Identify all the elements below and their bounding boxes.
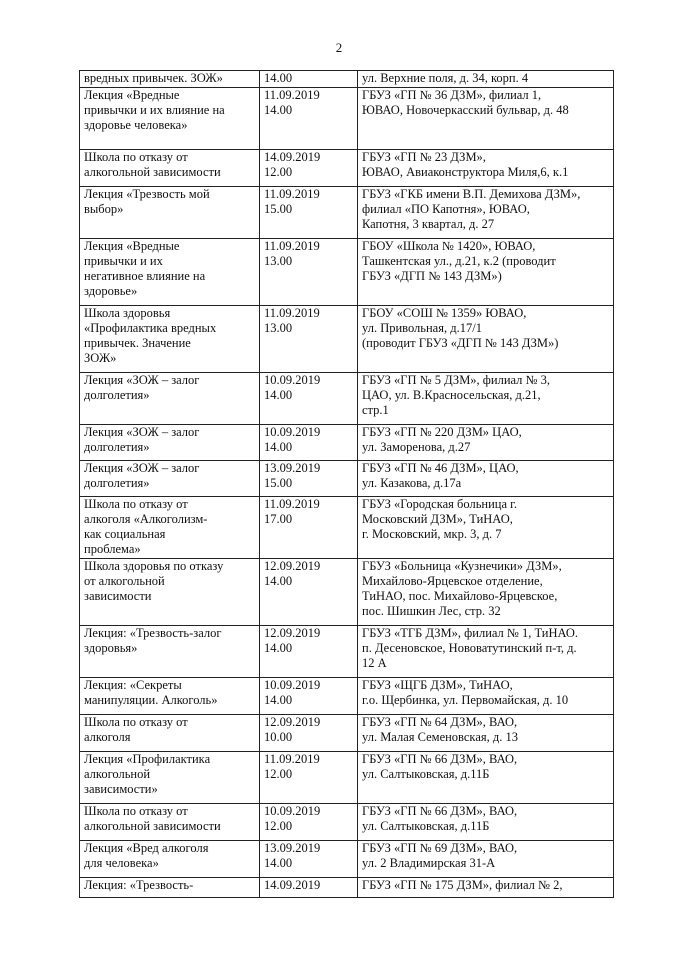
place-cell: ГБУЗ «ГКБ имени В.П. Демихова ДЗМ», филиал «ПО Капотня», ЮВАО, Капотня, 3 квартал, д. 27 bbox=[358, 187, 614, 239]
datetime-cell: 11.09.2019 13.00 bbox=[260, 239, 358, 306]
datetime-cell: 11.09.2019 13.00 bbox=[260, 306, 358, 373]
datetime-cell: 13.09.2019 15.00 bbox=[260, 461, 358, 497]
place-cell: ГБУЗ «ГП № 46 ДЗМ», ЦАО, ул. Казакова, д.17а bbox=[358, 461, 614, 497]
place-cell: ГБУЗ «ГП № 64 ДЗМ», ВАО, ул. Малая Семеновская, д. 13 bbox=[358, 715, 614, 752]
event-cell: Школа по отказу от алкоголя bbox=[80, 715, 260, 752]
datetime-cell: 14.09.2019 12.00 bbox=[260, 150, 358, 187]
datetime-cell: 10.09.2019 12.00 bbox=[260, 804, 358, 841]
table-row bbox=[80, 752, 614, 804]
datetime-cell: 12.09.2019 14.00 bbox=[260, 559, 358, 626]
place-cell: ГБУЗ «ГП № 66 ДЗМ», ВАО, ул. Салтыковская, д.11Б bbox=[358, 804, 614, 841]
event-cell: Школа здоровья «Профилактика вредных привычек. Значение ЗОЖ» bbox=[80, 306, 260, 373]
datetime-cell: 14.00 bbox=[260, 71, 358, 88]
table-row bbox=[80, 497, 614, 559]
table-row bbox=[80, 306, 614, 373]
table-row bbox=[80, 88, 614, 150]
place-cell: ГБУЗ «Городская больница г. Московский ДЗМ», ТиНАО, г. Московский, мкр. 3, д. 7 bbox=[358, 497, 614, 559]
page-number: 2 bbox=[335, 40, 343, 55]
event-cell: Школа по отказу от алкогольной зависимости bbox=[80, 804, 260, 841]
place-cell: ГБУЗ «ГП № 66 ДЗМ», ВАО, ул. Салтыковская, д.11Б bbox=[358, 752, 614, 804]
table-row bbox=[80, 461, 614, 497]
table-row bbox=[80, 187, 614, 239]
event-cell: Школа здоровья по отказу от алкогольной зависимости bbox=[80, 559, 260, 626]
table-row bbox=[80, 878, 614, 898]
table-row bbox=[80, 804, 614, 841]
datetime-cell: 11.09.2019 12.00 bbox=[260, 752, 358, 804]
event-cell: Школа по отказу от алкоголя «Алкоголизм- как социальная проблема» bbox=[80, 497, 260, 559]
place-cell: ГБУЗ «ГП № 175 ДЗМ», филиал № 2, bbox=[358, 878, 614, 898]
datetime-cell: 14.09.2019 bbox=[260, 878, 358, 898]
table-row bbox=[80, 841, 614, 878]
event-cell: Лекция «Вред алкоголя для человека» bbox=[80, 841, 260, 878]
table-row bbox=[80, 71, 614, 88]
datetime-cell: 13.09.2019 14.00 bbox=[260, 841, 358, 878]
table-row bbox=[80, 150, 614, 187]
datetime-cell: 12.09.2019 14.00 bbox=[260, 626, 358, 678]
events-table bbox=[79, 70, 614, 898]
event-cell: Лекция: «Трезвость- bbox=[80, 878, 260, 898]
place-cell: ГБУЗ «ГП № 36 ДЗМ», филиал 1, ЮВАО, Новочеркасский бульвар, д. 48 bbox=[358, 88, 614, 150]
datetime-cell: 10.09.2019 14.00 bbox=[260, 373, 358, 425]
event-cell: Лекция: «Секреты манипуляции. Алкоголь» bbox=[80, 678, 260, 715]
event-cell: Лекция: «Трезвость-залог здоровья» bbox=[80, 626, 260, 678]
event-cell: Лекция «Профилактика алкогольной зависимости» bbox=[80, 752, 260, 804]
place-cell: ГБУЗ «ГП № 69 ДЗМ», ВАО, ул. 2 Владимирская 31-А bbox=[358, 841, 614, 878]
event-cell: Лекция «Трезвость мой выбор» bbox=[80, 187, 260, 239]
place-cell: ГБОУ «СОШ № 1359» ЮВАО, ул. Привольная, д.17/1 (проводит ГБУЗ «ДГП № 143 ДЗМ») bbox=[358, 306, 614, 373]
table-row bbox=[80, 715, 614, 752]
table-row bbox=[80, 559, 614, 626]
place-cell: ГБУЗ «Больница «Кузнечики» ДЗМ», Михайлово-Ярцевское отделение, ТиНАО, пос. Михайлово-Ярцевское, пос. Шишкин Лес, стр. 32 bbox=[358, 559, 614, 626]
datetime-cell: 11.09.2019 14.00 bbox=[260, 88, 358, 150]
place-cell: ул. Верхние поля, д. 34, корп. 4 bbox=[358, 71, 614, 88]
place-cell: ГБОУ «Школа № 1420», ЮВАО, Ташкентская ул., д.21, к.2 (проводит ГБУЗ «ДГП № 143 ДЗМ») bbox=[358, 239, 614, 306]
event-cell: Лекция «ЗОЖ – залог долголетия» bbox=[80, 373, 260, 425]
table-row bbox=[80, 626, 614, 678]
datetime-cell: 10.09.2019 14.00 bbox=[260, 678, 358, 715]
place-cell: ГБУЗ «ТГБ ДЗМ», филиал № 1, ТиНАО. п. Десеновское, Нововатутинский п-т, д. 12 А bbox=[358, 626, 614, 678]
table-row bbox=[80, 678, 614, 715]
events-table-body bbox=[80, 71, 614, 898]
datetime-cell: 11.09.2019 17.00 bbox=[260, 497, 358, 559]
table-row bbox=[80, 239, 614, 306]
table-row bbox=[80, 373, 614, 425]
event-cell: Школа по отказу от алкогольной зависимости bbox=[80, 150, 260, 187]
datetime-cell: 11.09.2019 15.00 bbox=[260, 187, 358, 239]
place-cell: ГБУЗ «ГП № 5 ДЗМ», филиал № 3, ЦАО, ул. В.Красносельская, д.21, стр.1 bbox=[358, 373, 614, 425]
table-row bbox=[80, 425, 614, 461]
event-cell: вредных привычек. ЗОЖ» bbox=[80, 71, 260, 88]
place-cell: ГБУЗ «ГП № 23 ДЗМ», ЮВАО, Авиаконструктора Миля,6, к.1 bbox=[358, 150, 614, 187]
place-cell: ГБУЗ «ЩГБ ДЗМ», ТиНАО, г.о. Щербинка, ул. Первомайская, д. 10 bbox=[358, 678, 614, 715]
event-cell: Лекция «ЗОЖ – залог долголетия» bbox=[80, 425, 260, 461]
datetime-cell: 10.09.2019 14.00 bbox=[260, 425, 358, 461]
place-cell: ГБУЗ «ГП № 220 ДЗМ» ЦАО, ул. Заморенова, д.27 bbox=[358, 425, 614, 461]
datetime-cell: 12.09.2019 10.00 bbox=[260, 715, 358, 752]
event-cell: Лекция «Вредные привычки и их влияние на здоровье человека» bbox=[80, 88, 260, 150]
event-cell: Лекция «ЗОЖ – залог долголетия» bbox=[80, 461, 260, 497]
event-cell: Лекция «Вредные привычки и их негативное влияние на здоровье» bbox=[80, 239, 260, 306]
